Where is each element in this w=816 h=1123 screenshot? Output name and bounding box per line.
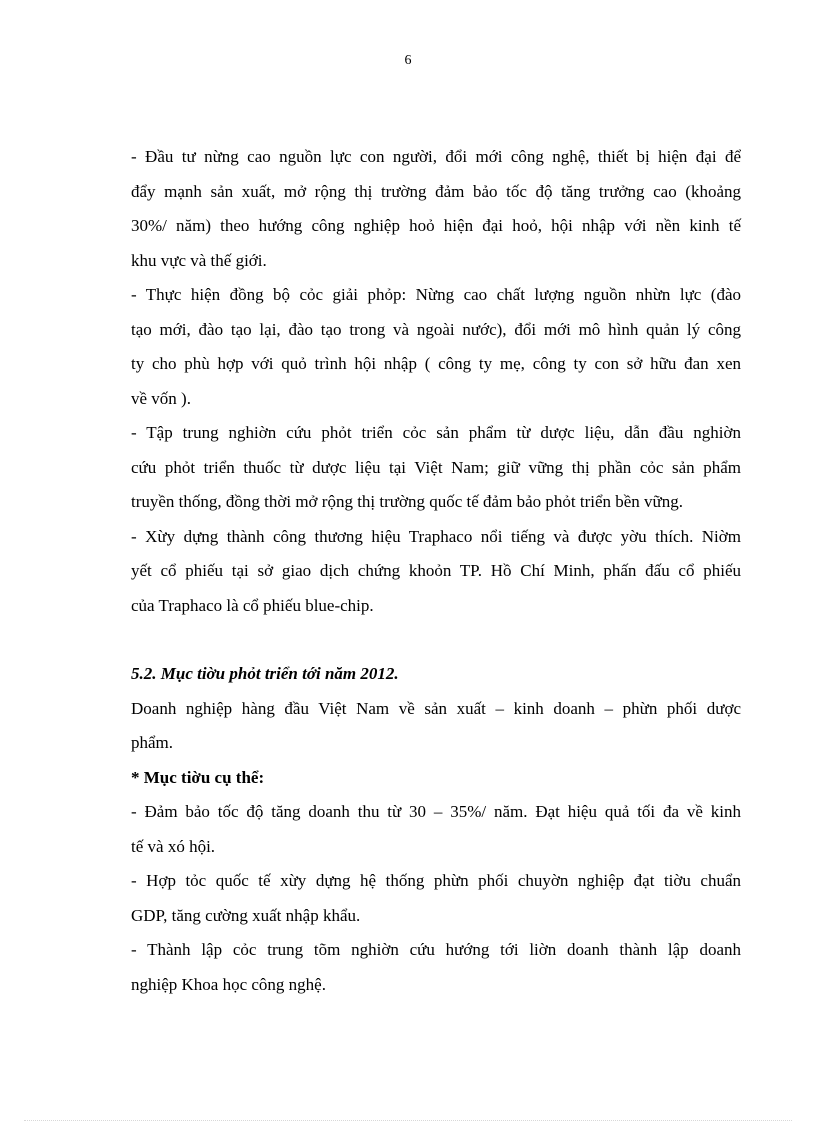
text-line: của Traphaco là cổ phiếu blue-chip. xyxy=(131,595,374,615)
text-line: GDP, tăng cường xuất nhập khẩu. xyxy=(131,905,361,925)
page-number: 6 xyxy=(404,53,412,68)
paragraph-research-center xyxy=(131,933,741,1002)
paragraph-cooperation xyxy=(131,864,741,933)
text-line: - Tập trung nghiờn cứu phỏt triển cỏc sản phẩm từ dược liệu, dẫn đầu nghiờn xyxy=(131,423,741,442)
text-line: 30%/ năm) theo hướng công nghiệp hoỏ hiện đại hoỏ, hội nhập với nền kinh tế xyxy=(131,216,741,235)
text-line: về vốn ). xyxy=(131,388,191,408)
text-line: phẩm. xyxy=(131,733,174,752)
paragraph-revenue xyxy=(131,795,741,864)
paragraph-intro xyxy=(131,692,741,761)
text-line: - Xừy dựng thành công thương hiệu Traphaco nổi tiếng và được yờu thích. Niờm xyxy=(131,526,741,546)
text-line: - Đầu tư nừng cao nguồn lực con người, đổi mới công nghệ, thiết bị hiện đại để xyxy=(131,147,741,166)
page-bottom-divider xyxy=(24,1120,792,1121)
text-line: ty cho phù hợp với quỏ trình hội nhập ( công ty mẹ, công ty con sở hữu đan xen xyxy=(131,354,741,373)
paragraph-brand xyxy=(131,520,741,624)
paragraph-investment xyxy=(131,140,741,278)
text-line: - Thực hiện đồng bộ cỏc giải phỏp: Nừng cao chất lượng nguồn nhừn lực (đào xyxy=(131,285,741,304)
paragraph-solutions xyxy=(131,278,741,416)
text-line: - Đảm bảo tốc độ tăng doanh thu từ 30 – 35%/ năm. Đạt hiệu quả tối đa về kinh xyxy=(131,802,741,821)
text-line: khu vực và thế giới. xyxy=(131,250,267,270)
text-line: đẩy mạnh sản xuất, mở rộng thị trường đảm bảo tốc độ tăng trưởng cao (khoảng xyxy=(131,181,741,201)
document-body xyxy=(131,140,741,1002)
text-line: nghiệp Khoa học công nghệ. xyxy=(131,974,326,994)
text-line: tế và xó hội. xyxy=(131,836,216,856)
text-line: Doanh nghiệp hàng đầu Việt Nam về sản xuất – kinh doanh – phừn phối dược xyxy=(131,698,741,718)
paragraph-research xyxy=(131,416,741,520)
subheading: * Mục tiờu cụ thể: xyxy=(131,767,265,787)
text-line: tạo mới, đào tạo lại, đào tạo trong và ngoài nước), đổi mới mô hình quản lý công xyxy=(131,319,741,339)
text-line: - Hợp tỏc quốc tế xừy dựng hệ thống phừn phối chuyờn nghiệp đạt tiờu chuẩn xyxy=(131,871,741,890)
text-line: truyền thống, đồng thời mở rộng thị trường quốc tế đảm bảo phỏt triển bền vững. xyxy=(131,492,684,511)
text-line: cứu phỏt triển thuốc từ dược liệu tại Việt Nam; giữ vững thị phần cỏc sản phẩm xyxy=(131,457,741,477)
text-line: - Thành lập cỏc trung tõm nghiờn cứu hướng tới liờn doanh thành lập doanh xyxy=(131,940,741,959)
text-line: yết cổ phiếu tại sở giao dịch chứng khoỏn TP. Hồ Chí Minh, phấn đấu cổ phiếu xyxy=(131,561,741,580)
section-heading: 5.2. Mục tiờu phỏt triển tới năm 2012. xyxy=(131,664,399,683)
